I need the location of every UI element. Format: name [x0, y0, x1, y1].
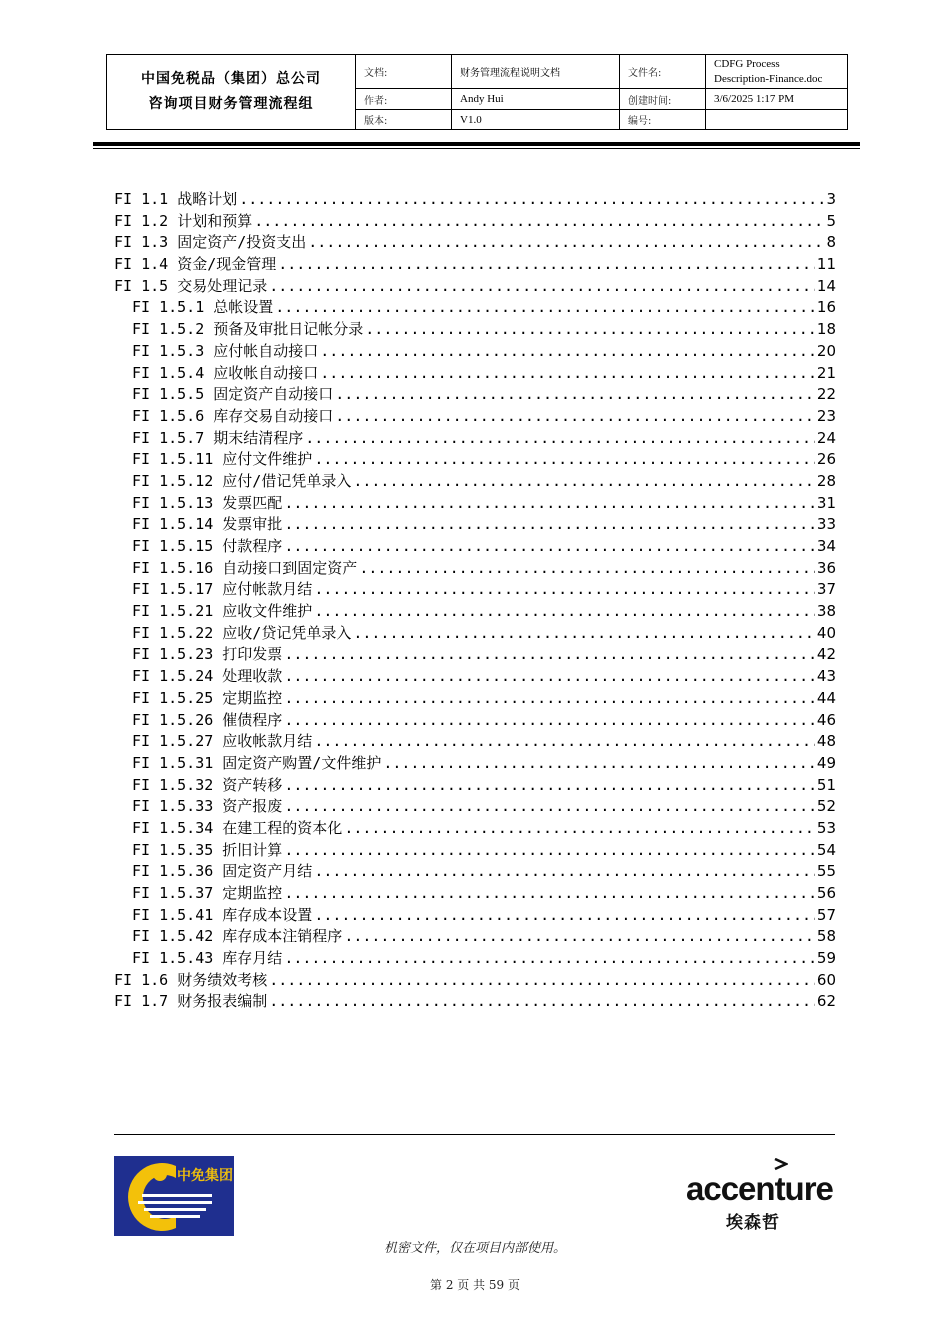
- toc-entry-label: FI 1.5.22 应收/贷记凭单录入: [132, 623, 352, 642]
- toc-entry-label: FI 1.5.23 打印发票: [132, 645, 283, 664]
- toc-leader-dots: [254, 212, 824, 230]
- toc-entry-label: FI 1.5.2 预备及审批日记帐分录: [132, 320, 364, 339]
- toc-entry[interactable]: [114, 839, 836, 861]
- toc-entry-page: 48: [816, 732, 836, 751]
- toc-entry-label: FI 1.5 交易处理记录: [114, 276, 268, 295]
- accenture-chinese-name: 埃森哲: [726, 1213, 780, 1233]
- toc-leader-dots: [314, 580, 815, 598]
- toc-entry-page: 38: [816, 602, 836, 621]
- toc-entry-page: 18: [816, 320, 836, 339]
- toc-entry[interactable]: [114, 340, 836, 362]
- toc-entry-page: 24: [816, 428, 836, 447]
- toc-entry-label: FI 1.5.16 自动接口到固定资产: [132, 558, 358, 577]
- number-value: [706, 110, 847, 129]
- toc-entry[interactable]: [114, 210, 836, 232]
- toc-entry-page: 11: [816, 255, 836, 274]
- toc-entry-label: FI 1.5.11 应付文件维护: [132, 450, 313, 469]
- toc-leader-dots: [284, 884, 815, 902]
- toc-leader-dots: [344, 819, 815, 837]
- toc-entry[interactable]: [114, 665, 836, 687]
- toc-leader-dots: [284, 689, 815, 707]
- toc-entry-label: FI 1.5.27 应收帐款月结: [132, 732, 313, 751]
- toc-entry[interactable]: [114, 709, 836, 731]
- toc-entry[interactable]: [114, 318, 836, 340]
- toc-entry-page: 31: [816, 493, 836, 512]
- accenture-wordmark: accenture: [686, 1170, 833, 1207]
- toc-leader-dots: [308, 233, 824, 251]
- toc-leader-dots: [314, 732, 815, 750]
- toc-entry-label: FI 1.5.14 发票审批: [132, 515, 283, 534]
- toc-entry-page: 55: [816, 862, 836, 881]
- toc-leader-dots: [314, 602, 815, 620]
- table-of-contents: [114, 188, 836, 1012]
- toc-entry-label: FI 1.5.1 总帐设置: [132, 298, 274, 317]
- cdfg-logo-text: 中免集团: [177, 1168, 233, 1184]
- toc-entry-page: 53: [816, 818, 836, 837]
- toc-leader-dots: [335, 407, 815, 425]
- toc-entry[interactable]: [114, 383, 836, 405]
- footer-divider: [114, 1134, 835, 1135]
- toc-entry[interactable]: [114, 990, 836, 1012]
- header-divider-thick: [93, 142, 860, 146]
- toc-entry-label: FI 1.5.25 定期监控: [132, 688, 283, 707]
- toc-entry[interactable]: [114, 882, 836, 904]
- toc-entry[interactable]: [114, 275, 836, 297]
- toc-entry[interactable]: [114, 687, 836, 709]
- toc-entry-page: 23: [816, 406, 836, 425]
- toc-entry[interactable]: [114, 188, 836, 210]
- toc-leader-dots: [284, 949, 815, 967]
- toc-entry-label: FI 1.5.26 催债程序: [132, 710, 283, 729]
- created-label: 创建时间:: [620, 89, 706, 110]
- toc-entry-label: FI 1.5.17 应付帐款月结: [132, 580, 313, 599]
- toc-entry-label: FI 1.5.15 付款程序: [132, 537, 283, 555]
- toc-entry-label: FI 1.5.32 资产转移: [132, 775, 283, 794]
- toc-entry-label: FI 1.5.4 应收帐自动接口: [132, 363, 319, 382]
- toc-entry-label: FI 1.4 资金/现金管理: [114, 255, 277, 274]
- toc-entry-page: 57: [816, 905, 836, 924]
- project-group-name: 咨询项目财务管理流程组: [148, 96, 314, 112]
- toc-leader-dots: [305, 429, 815, 447]
- toc-entry-page: 34: [816, 537, 836, 555]
- toc-entry[interactable]: [114, 578, 836, 600]
- toc-leader-dots: [269, 992, 815, 1010]
- toc-entry[interactable]: [114, 253, 836, 275]
- toc-leader-dots: [314, 450, 815, 468]
- toc-leader-dots: [320, 364, 815, 382]
- toc-entry-page: 3: [826, 190, 836, 208]
- author-label: 作者:: [356, 89, 452, 110]
- page-number: 第 2 页 共 59 页: [430, 1278, 520, 1292]
- toc-entry[interactable]: [114, 535, 836, 557]
- toc-entry-label: FI 1.5.6 库存交易自动接口: [132, 406, 334, 425]
- toc-entry-page: 54: [816, 840, 836, 859]
- toc-entry[interactable]: [114, 622, 836, 644]
- number-label: 编号:: [620, 110, 706, 129]
- toc-leader-dots: [383, 754, 815, 772]
- toc-entry-label: FI 1.5.31 固定资产购置/文件维护: [132, 753, 382, 772]
- toc-entry-page: 5: [826, 211, 836, 230]
- toc-entry-page: 51: [816, 775, 836, 794]
- version-label: 版本:: [356, 110, 452, 129]
- toc-entry[interactable]: [114, 470, 836, 492]
- toc-entry-page: 36: [816, 558, 836, 577]
- toc-entry-label: FI 1.5.36 固定资产月结: [132, 862, 313, 881]
- toc-leader-dots: [344, 927, 815, 945]
- toc-entry-page: 42: [816, 645, 836, 664]
- toc-entry-label: FI 1.6 财务绩效考核: [114, 970, 268, 989]
- toc-entry-page: 62: [816, 992, 836, 1011]
- toc-entry-page: 28: [816, 471, 836, 490]
- toc-entry-page: 21: [816, 363, 836, 382]
- toc-entry-label: FI 1.5.3 应付帐自动接口: [132, 341, 319, 360]
- toc-entry-label: FI 1.1 战略计划: [114, 190, 238, 208]
- toc-leader-dots: [284, 667, 815, 685]
- toc-leader-dots: [284, 494, 815, 512]
- toc-leader-dots: [284, 776, 815, 794]
- toc-entry[interactable]: [114, 600, 836, 622]
- toc-entry-label: FI 1.5.24 处理收款: [132, 667, 283, 686]
- toc-leader-dots: [353, 472, 815, 490]
- toc-leader-dots: [275, 298, 815, 316]
- toc-entry[interactable]: [114, 904, 836, 926]
- organization-block: [107, 55, 356, 129]
- toc-entry[interactable]: [114, 557, 836, 579]
- toc-entry-label: FI 1.5.33 资产报废: [132, 797, 283, 816]
- toc-leader-dots: [314, 906, 815, 924]
- toc-entry-page: 59: [816, 949, 836, 968]
- toc-entry[interactable]: [114, 643, 836, 665]
- toc-entry-label: FI 1.5.12 应付/借记凭单录入: [132, 471, 352, 490]
- toc-entry-page: 49: [816, 753, 836, 772]
- toc-entry[interactable]: [114, 795, 836, 817]
- toc-leader-dots: [335, 385, 815, 403]
- org-name: 中国免税品（集团）总公司: [141, 71, 321, 87]
- toc-entry-page: 46: [816, 710, 836, 729]
- toc-entry-page: 58: [816, 927, 836, 946]
- toc-entry-label: FI 1.7 财务报表编制: [114, 992, 268, 1011]
- toc-entry[interactable]: [114, 296, 836, 318]
- toc-entry[interactable]: [114, 947, 836, 969]
- toc-entry[interactable]: [114, 405, 836, 427]
- toc-leader-dots: [239, 190, 824, 208]
- toc-entry-label: FI 1.2 计划和预算: [114, 211, 253, 230]
- header-divider-thin: [93, 148, 860, 149]
- toc-entry[interactable]: [114, 362, 836, 384]
- toc-entry[interactable]: [114, 513, 836, 535]
- toc-entry-label: FI 1.5.7 期末结清程序: [132, 428, 304, 447]
- filename-label: 文件名:: [620, 55, 706, 89]
- toc-entry[interactable]: [114, 730, 836, 752]
- toc-entry[interactable]: [114, 448, 836, 470]
- toc-entry-page: 16: [816, 298, 836, 317]
- toc-entry-page: 14: [816, 276, 836, 295]
- toc-entry-page: 37: [816, 580, 836, 599]
- cdfg-logo: [114, 1156, 234, 1236]
- toc-entry-label: FI 1.5.41 库存成本设置: [132, 905, 313, 924]
- toc-leader-dots: [284, 537, 815, 555]
- accenture-logo: [686, 1158, 832, 1234]
- toc-leader-dots: [269, 971, 815, 989]
- toc-entry-label: FI 1.5.34 在建工程的资本化: [132, 818, 343, 837]
- toc-leader-dots: [314, 862, 815, 880]
- toc-entry-label: FI 1.5.13 发票匹配: [132, 493, 283, 512]
- toc-leader-dots: [365, 320, 815, 338]
- toc-entry-page: 22: [816, 385, 836, 404]
- toc-entry-page: 44: [816, 688, 836, 707]
- toc-leader-dots: [353, 624, 815, 642]
- toc-entry-label: FI 1.5.37 定期监控: [132, 884, 283, 902]
- created-value: 3/6/2025 1:17 PM: [706, 89, 847, 110]
- toc-entry-page: 43: [816, 667, 836, 686]
- toc-leader-dots: [284, 645, 815, 663]
- version-value: V1.0: [452, 110, 620, 129]
- toc-leader-dots: [284, 711, 815, 729]
- toc-entry-label: FI 1.5.42 库存成本注销程序: [132, 927, 343, 946]
- toc-leader-dots: [320, 342, 815, 360]
- toc-leader-dots: [284, 797, 815, 815]
- document-header-table: [106, 54, 848, 130]
- toc-entry-page: 33: [816, 515, 836, 534]
- toc-leader-dots: [269, 277, 815, 295]
- author-value: Andy Hui: [452, 89, 620, 110]
- toc-entry[interactable]: [114, 860, 836, 882]
- toc-entry-label: FI 1.5.43 库存月结: [132, 949, 283, 968]
- toc-entry-page: 52: [816, 797, 836, 816]
- doc-value: 财务管理流程说明文档: [452, 55, 620, 89]
- toc-entry-page: 40: [816, 623, 836, 642]
- toc-entry-label: FI 1.5.35 折旧计算: [132, 840, 283, 859]
- toc-entry-page: 56: [816, 884, 836, 902]
- toc-leader-dots: [284, 841, 815, 859]
- toc-entry[interactable]: [114, 231, 836, 253]
- toc-entry[interactable]: [114, 817, 836, 839]
- toc-leader-dots: [278, 255, 815, 273]
- toc-entry-label: FI 1.5.5 固定资产自动接口: [132, 385, 334, 404]
- toc-entry[interactable]: [114, 492, 836, 514]
- toc-entry-label: FI 1.3 固定资产/投资支出: [114, 233, 307, 252]
- toc-entry-page: 20: [816, 341, 836, 360]
- header-meta-grid: [356, 55, 847, 129]
- toc-entry-label: FI 1.5.21 应收文件维护: [132, 602, 313, 621]
- toc-entry-page: 60: [816, 970, 836, 989]
- doc-label: 文档:: [356, 55, 452, 89]
- toc-entry-page: 26: [816, 450, 836, 469]
- toc-leader-dots: [284, 515, 815, 533]
- toc-entry[interactable]: [114, 752, 836, 774]
- toc-entry[interactable]: [114, 925, 836, 947]
- toc-leader-dots: [359, 559, 815, 577]
- toc-entry[interactable]: [114, 969, 836, 991]
- filename-value: CDFG Process Description-Finance.doc: [706, 55, 847, 89]
- toc-entry-page: 8: [826, 233, 836, 252]
- toc-entry[interactable]: [114, 427, 836, 449]
- toc-entry[interactable]: [114, 774, 836, 796]
- confidentiality-note: 机密文件，仅在项目内部使用。: [383, 1241, 566, 1256]
